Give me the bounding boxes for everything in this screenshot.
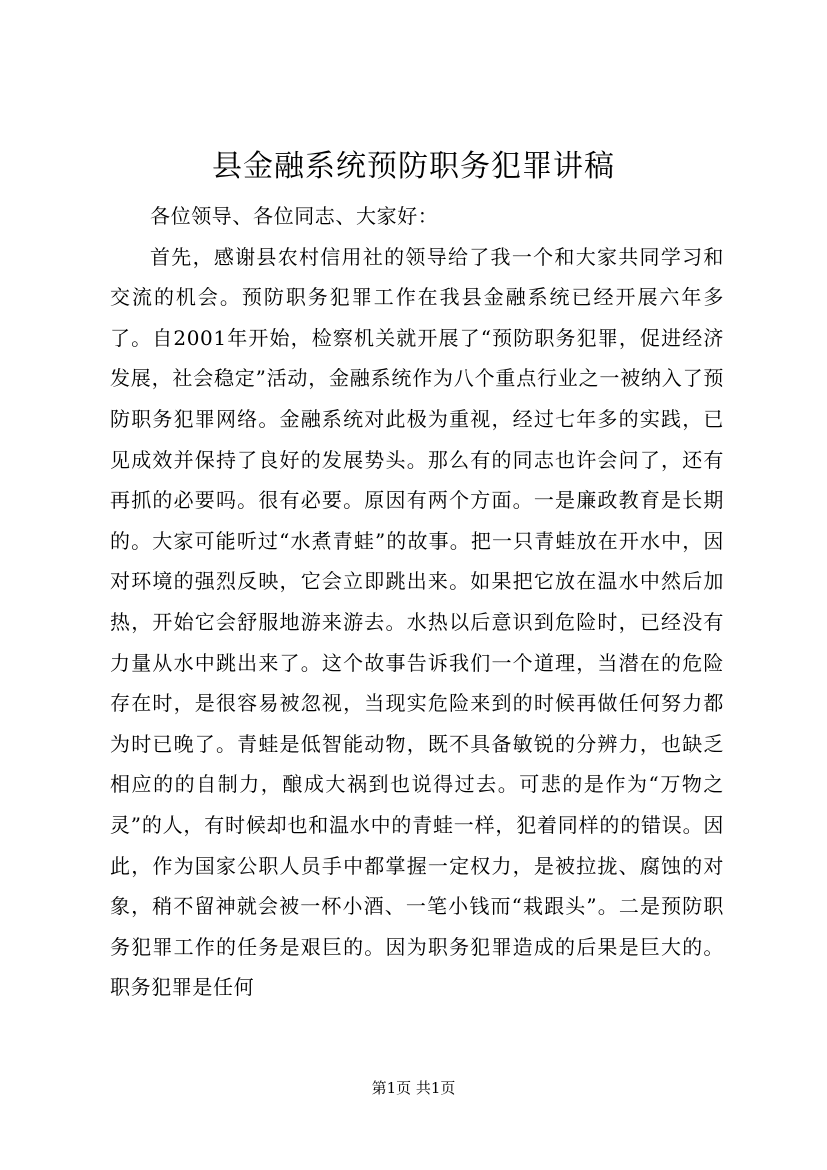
body-paragraph: 首先，感谢县农村信用社的领导给了我一个和大家共同学习和交流的机会。预防职务犯罪工作在我县金融系统已经开展六年多了。自2001年开始，检察机关就开展了“预防职务犯罪，促进经济发展，社会稳定”活动，金融系统作为八个重点行业之一被纳入了预防职务犯罪网络。金融系统对此极为重视，经过七年多的实践，已见成效并保持了良好的发展势头。那么有的同志也许会问了，还有再抓的必要吗。很有必要。原因有两个方面。一是廉政教育是长期的。大家可能听过“水煮青蛙”的故事。把一只青蛙放在开水中，因对环境的强烈反映，它会立即跳出来。如果把它放在温水中然后加热，开始它会舒服地游来游去。水热以后意识到危险时，已经没有力量从水中跳出来了。这个故事告诉我们一个道理，当潜在的危险存在时，是很容易被忽视，当现实危险来到的时候再做任何努力都为时已晚了。青蛙是低智能动物，既不具备敏锐的分辨力，也缺乏相应的的自制力，酿成大祸到也说得过去。可悲的是作为“万物之灵”的人，有时候却也和温水中的青蛙一样，犯着同样的的错误。因此，作为国家公职人员手中都掌握一定权力，是被拉拢、腐蚀的对象，稍不留神就会被一杯小酒、一笔小钱而“栽跟头”。二是预防职务犯罪工作的任务是艰巨的。因为职务犯罪造成的后果是巨大的。职务犯罪是任何 bbox=[110, 244, 724, 1000]
greeting-paragraph: 各位领导、各位同志、大家好： bbox=[150, 204, 439, 228]
page-footer: 第1页 共1页 bbox=[371, 1079, 456, 1097]
document-title: 县金融系统预防职务犯罪讲稿 bbox=[212, 149, 615, 184]
document-body bbox=[110, 196, 724, 1008]
